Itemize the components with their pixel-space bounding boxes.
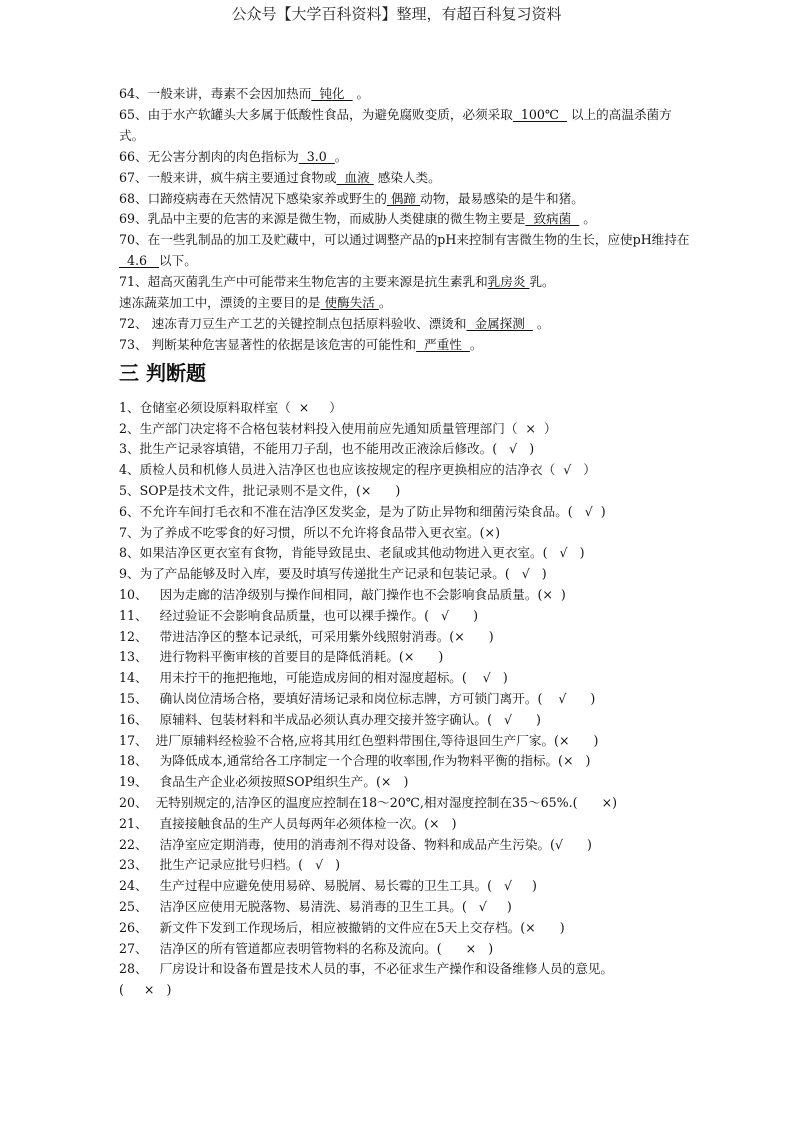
answer-blank: 使酶失活 bbox=[320, 295, 379, 311]
question-text: 用未拧干的拖把拖地，可能造成房间的相对湿度超标。( √ ) bbox=[147, 670, 508, 686]
question-number: 13、 bbox=[119, 649, 148, 665]
question-text: 超高灭菌乳生产中可能带来生物危害的主要来源是抗生素乳和 bbox=[147, 274, 488, 290]
fill-in-item bbox=[119, 314, 691, 335]
judgment-item bbox=[119, 481, 691, 502]
question-text-end: 。 bbox=[378, 295, 392, 311]
judgment-item bbox=[119, 751, 691, 772]
judgment-item bbox=[119, 523, 691, 544]
question-number: 19、 bbox=[119, 774, 148, 790]
question-text: 经过验证不会影响食品质量，也可以裸手操作。( √ ) bbox=[147, 607, 478, 623]
question-text: 确认岗位清场合格，要填好清场记录和岗位标志牌，方可锁门离开。( √ ) bbox=[147, 690, 596, 706]
question-text-end: 感染人类。 bbox=[373, 169, 441, 185]
section-title: 三 判断题 bbox=[119, 360, 206, 385]
judgment-item bbox=[119, 959, 691, 980]
fill-in-item bbox=[119, 189, 691, 210]
answer-blank: 3.0 bbox=[298, 148, 335, 164]
question-number: 8、 bbox=[119, 545, 140, 561]
question-text: 判断某种危害显著性的依据是该危害的可能性和 bbox=[147, 336, 417, 352]
question-text: 洁净室应定期消毒，使用的消毒剂不得对设备、物料和成品产生污染。(√ ) bbox=[147, 836, 592, 852]
question-text: 不允许车间打毛衣和不准在洁净区发奖金，是为了防止异物和细菌污染食品。( √ ) bbox=[139, 503, 606, 519]
question-text: 生产过程中应避免使用易碎、易脱屑、易长霉的卫生工具。( √ ) bbox=[147, 878, 537, 894]
page-header: 公众号【大学百科资料】整理，有超百科复习资料 bbox=[231, 5, 562, 23]
question-text: 洁净区的所有管道都应表明管物料的名称及流向。( × ) bbox=[147, 940, 494, 956]
question-number: 27、 bbox=[119, 940, 148, 956]
judgment-item bbox=[119, 855, 691, 876]
question-number: 9、 bbox=[119, 566, 140, 582]
judgment-item bbox=[119, 419, 691, 440]
answer-blank: 偶蹄 bbox=[386, 190, 421, 206]
judgment-item bbox=[119, 398, 691, 419]
question-text: 在一些乳制品的加工及贮藏中，可以通过调整产品的pH来控制有害微生物的生长，应使pH维持在 bbox=[147, 232, 690, 248]
judgment-item bbox=[119, 585, 691, 606]
question-text: 仓储室必须设原料取样室（ × ） bbox=[139, 399, 342, 415]
question-number: 11、 bbox=[119, 607, 148, 623]
question-number: 72、 bbox=[119, 315, 148, 331]
question-text: 食品生产企业必须按照SOP组织生产。(× ) bbox=[147, 774, 409, 790]
question-number: 6、 bbox=[119, 503, 140, 519]
question-text: 速冻蔬菜加工中，漂烫的主要目的是 bbox=[119, 295, 321, 311]
judgment-item bbox=[119, 460, 691, 481]
fill-in-item bbox=[119, 105, 691, 147]
question-text: ( × ) bbox=[119, 982, 172, 998]
question-text: 口蹄疫病毒在天然情况下感染家养或野生的 bbox=[147, 190, 387, 206]
answer-blank: 血液 bbox=[336, 169, 374, 185]
judgment-item bbox=[119, 543, 691, 564]
question-text: 由于水产软罐头大多属于低酸性食品，为避免腐败变质，必须采取 bbox=[147, 106, 513, 122]
question-text: 直接接触食品的生产人员每两年必须体检一次。(× ) bbox=[147, 815, 457, 831]
question-number: 65、 bbox=[119, 106, 148, 122]
question-text: 新文件下发到工作现场后，相应被撤销的文件应在5天上交存档。(× ) bbox=[147, 919, 565, 935]
question-text: 原辅料、包装材料和半成品必须认真办理交接并签字确认。( √ ) bbox=[147, 711, 541, 727]
question-number: 4、 bbox=[119, 462, 140, 478]
question-text: 厂房设计和设备布置是技术人员的事，不必征求生产操作和设备维修人员的意见。 bbox=[147, 961, 614, 977]
judgment-item bbox=[119, 710, 691, 731]
judgment-item bbox=[119, 606, 691, 627]
judgment-item bbox=[119, 439, 691, 460]
question-number: 21、 bbox=[119, 815, 148, 831]
judgment-item bbox=[119, 502, 691, 523]
question-number: 10、 bbox=[119, 586, 148, 602]
question-text: 一般来讲，疯牛病主要通过食物或 bbox=[147, 169, 337, 185]
question-number: 14、 bbox=[119, 670, 148, 686]
question-text-end: 。 bbox=[579, 211, 596, 227]
question-number: 23、 bbox=[119, 857, 148, 873]
fill-in-item bbox=[119, 84, 691, 105]
document-body bbox=[119, 84, 691, 1001]
judgment-item bbox=[119, 772, 691, 793]
question-number: 18、 bbox=[119, 753, 148, 769]
question-text: 质检人员和机修人员进入洁净区也也应该按规定的程序更换相应的洁净衣（ √ ） bbox=[139, 462, 596, 478]
question-text: 无特别规定的,洁净区的温度应控制在18～20℃,相对湿度控制在35～65%.( ×) bbox=[147, 794, 618, 810]
question-number: 16、 bbox=[119, 711, 148, 727]
answer-blank: 100℃ bbox=[512, 106, 567, 122]
question-number: 25、 bbox=[119, 898, 148, 914]
judgment-item bbox=[119, 647, 691, 668]
question-text-end: 以上的高温杀菌方式。 bbox=[119, 106, 672, 143]
fill-in-item bbox=[119, 147, 691, 168]
question-text: 生产部门决定将不合格包装材料投入使用前应先通知质量管理部门（ × ） bbox=[139, 420, 557, 436]
answer-blank: 钝化 bbox=[311, 86, 353, 101]
question-text: 批生产记录容填错，不能用刀子刮，也不能用改正液涂后修改。( √ ) bbox=[139, 441, 535, 457]
question-text-end: 。 bbox=[352, 86, 370, 101]
question-text: SOP是技术文件，批记录则不是文件，(× ) bbox=[139, 482, 401, 498]
question-number: 3、 bbox=[119, 441, 140, 457]
question-number: 24、 bbox=[119, 878, 148, 894]
question-number: 22、 bbox=[119, 836, 148, 852]
fill-in-item bbox=[119, 272, 691, 293]
judgment-item bbox=[119, 835, 691, 856]
question-text: 无公害分割肉的肉色指标为 bbox=[147, 148, 299, 164]
judgment-questions bbox=[119, 398, 691, 1001]
question-text: 洁净区应使用无脱落物、易清洗、易消毒的卫生工具。( √ ) bbox=[147, 898, 512, 914]
question-text: 一般来讲，毒素不会因加热而 bbox=[147, 86, 312, 101]
answer-blank: 金属探测 bbox=[466, 315, 533, 331]
question-number: 12、 bbox=[119, 628, 148, 644]
question-text-end: 以下。 bbox=[159, 253, 197, 269]
question-number: 70、 bbox=[119, 232, 148, 248]
question-text-end: 。 bbox=[334, 148, 348, 164]
question-number: 73、 bbox=[119, 336, 148, 352]
question-number: 28、 bbox=[119, 961, 148, 977]
question-text: 进厂原辅料经检验不合格,应将其用红色塑料带围住,等待退回生产厂家。(× ) bbox=[147, 732, 599, 748]
judgment-item bbox=[119, 627, 691, 648]
judgment-item bbox=[119, 897, 691, 918]
question-text: 速冻青刀豆生产工艺的关键控制点包括原料验收、漂烫和 bbox=[147, 315, 467, 331]
question-number: 66、 bbox=[119, 148, 148, 164]
answer-blank: 严重性 bbox=[416, 336, 470, 352]
question-number: 69、 bbox=[119, 211, 148, 227]
question-number: 26、 bbox=[119, 919, 148, 935]
answer-blank: 乳房炎 bbox=[487, 274, 530, 290]
question-text: 带进洁净区的整本记录纸，可采用紫外线照射消毒。(× ) bbox=[147, 628, 494, 644]
judgment-item bbox=[119, 814, 691, 835]
question-text: 如果洁净区更衣室有食物，肯能导致昆虫、老鼠或其他动物进入更衣室。( √ ) bbox=[139, 545, 585, 561]
question-number: 1、 bbox=[119, 399, 140, 415]
question-text: 批生产记录应批号归档。( √ ) bbox=[147, 857, 341, 873]
question-text: 为降低成本,通常给各工序制定一个合理的收率围,作为物料平衡的指标。(× ) bbox=[147, 753, 591, 769]
fill-in-item bbox=[119, 209, 691, 230]
fill-in-item bbox=[119, 168, 691, 189]
question-text: 为了养成不吃零食的好习惯，所以不允许将食品带入更衣室。(×) bbox=[139, 524, 501, 540]
question-number: 15、 bbox=[119, 690, 148, 706]
question-text-end: 乳。 bbox=[529, 274, 555, 290]
judgment-item bbox=[119, 689, 691, 710]
fill-in-item bbox=[119, 230, 691, 272]
question-number: 68、 bbox=[119, 190, 148, 206]
judgment-item bbox=[119, 980, 691, 1001]
question-text: 进行物料平衡审核的首要目的是降低消耗。(× ) bbox=[147, 649, 444, 665]
question-number: 20、 bbox=[119, 794, 148, 810]
question-text-end: 。 bbox=[532, 315, 550, 331]
answer-blank: 致病菌 bbox=[525, 211, 580, 227]
judgment-item bbox=[119, 793, 691, 814]
question-text: 乳品中主要的危害的来源是微生物，而威胁人类健康的微生物主要是 bbox=[147, 211, 526, 227]
judgment-item bbox=[119, 918, 691, 939]
question-number: 67、 bbox=[119, 169, 148, 185]
fill-in-item bbox=[119, 335, 691, 356]
judgment-item bbox=[119, 564, 691, 585]
question-number: 7、 bbox=[119, 524, 140, 540]
fill-in-item bbox=[119, 293, 691, 314]
fill-in-questions bbox=[119, 84, 691, 356]
judgment-item bbox=[119, 876, 691, 897]
judgment-item bbox=[119, 939, 691, 960]
question-text-end: 。 bbox=[469, 336, 483, 352]
question-text: 因为走廊的洁净级别与操作间相同，敲门操作也不会影响食品质量。(× ) bbox=[147, 586, 566, 602]
judgment-item bbox=[119, 731, 691, 752]
question-text: 为了产品能够及时入库，要及时填写传递批生产记录和包装记录。( √ ) bbox=[139, 566, 547, 582]
question-number: 64、 bbox=[119, 86, 148, 101]
question-number: 5、 bbox=[119, 482, 140, 498]
question-number: 2、 bbox=[119, 420, 140, 436]
question-number: 17、 bbox=[119, 732, 148, 748]
question-number: 71、 bbox=[119, 274, 148, 290]
judgment-item bbox=[119, 668, 691, 689]
answer-blank: 4.6 bbox=[119, 253, 160, 269]
question-text-end: 动物，最易感染的是牛和猪。 bbox=[420, 190, 584, 206]
